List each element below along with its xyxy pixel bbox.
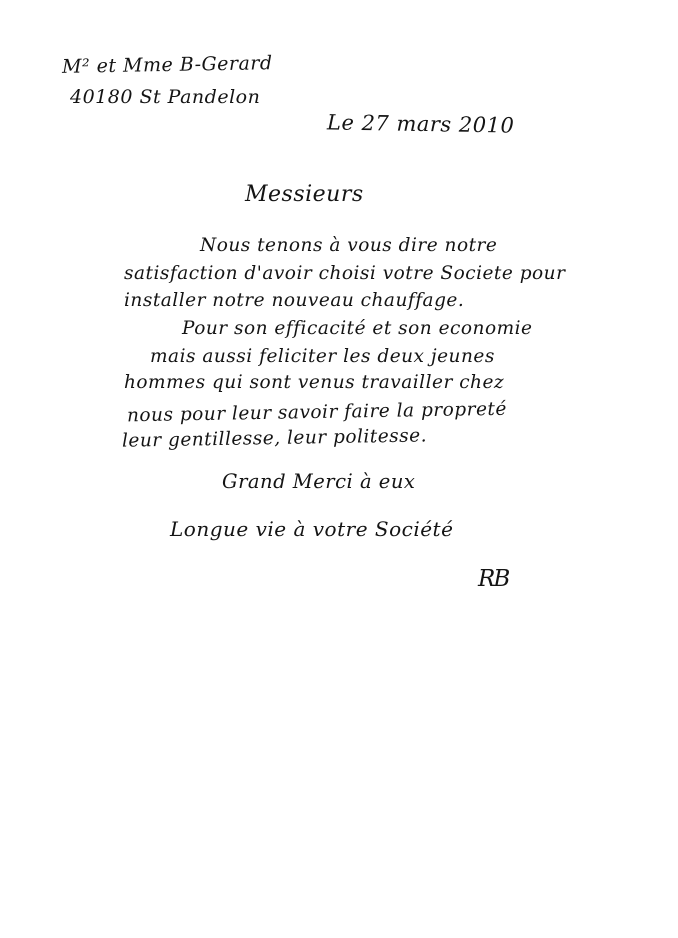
sender-address: 40180 St Pandelon xyxy=(70,86,261,108)
body-line: hommes qui sont venus travailler chez xyxy=(124,372,505,393)
thanks-line: Grand Merci à eux xyxy=(222,470,416,493)
body-line: Pour son efficacité et son economie xyxy=(182,318,533,339)
body-line: leur gentillesse, leur politesse. xyxy=(121,425,428,452)
body-line: Nous tenons à vous dire notre xyxy=(200,235,498,256)
closing-wish: Longue vie à votre Société xyxy=(170,517,454,541)
salutation: Messieurs xyxy=(245,182,364,207)
body-line: nous pour leur savoir faire la propreté xyxy=(126,398,508,427)
body-line: mais aussi feliciter les deux jeunes xyxy=(150,346,495,367)
sender-name: M² et Mme B-Gerard xyxy=(61,52,273,78)
body-line: satisfaction d'avoir choisi votre Societe pour xyxy=(124,263,566,284)
body-line: installer notre nouveau chauffage. xyxy=(124,290,465,311)
letter-date: Le 27 mars 2010 xyxy=(326,110,515,138)
signature: RB xyxy=(478,566,509,592)
